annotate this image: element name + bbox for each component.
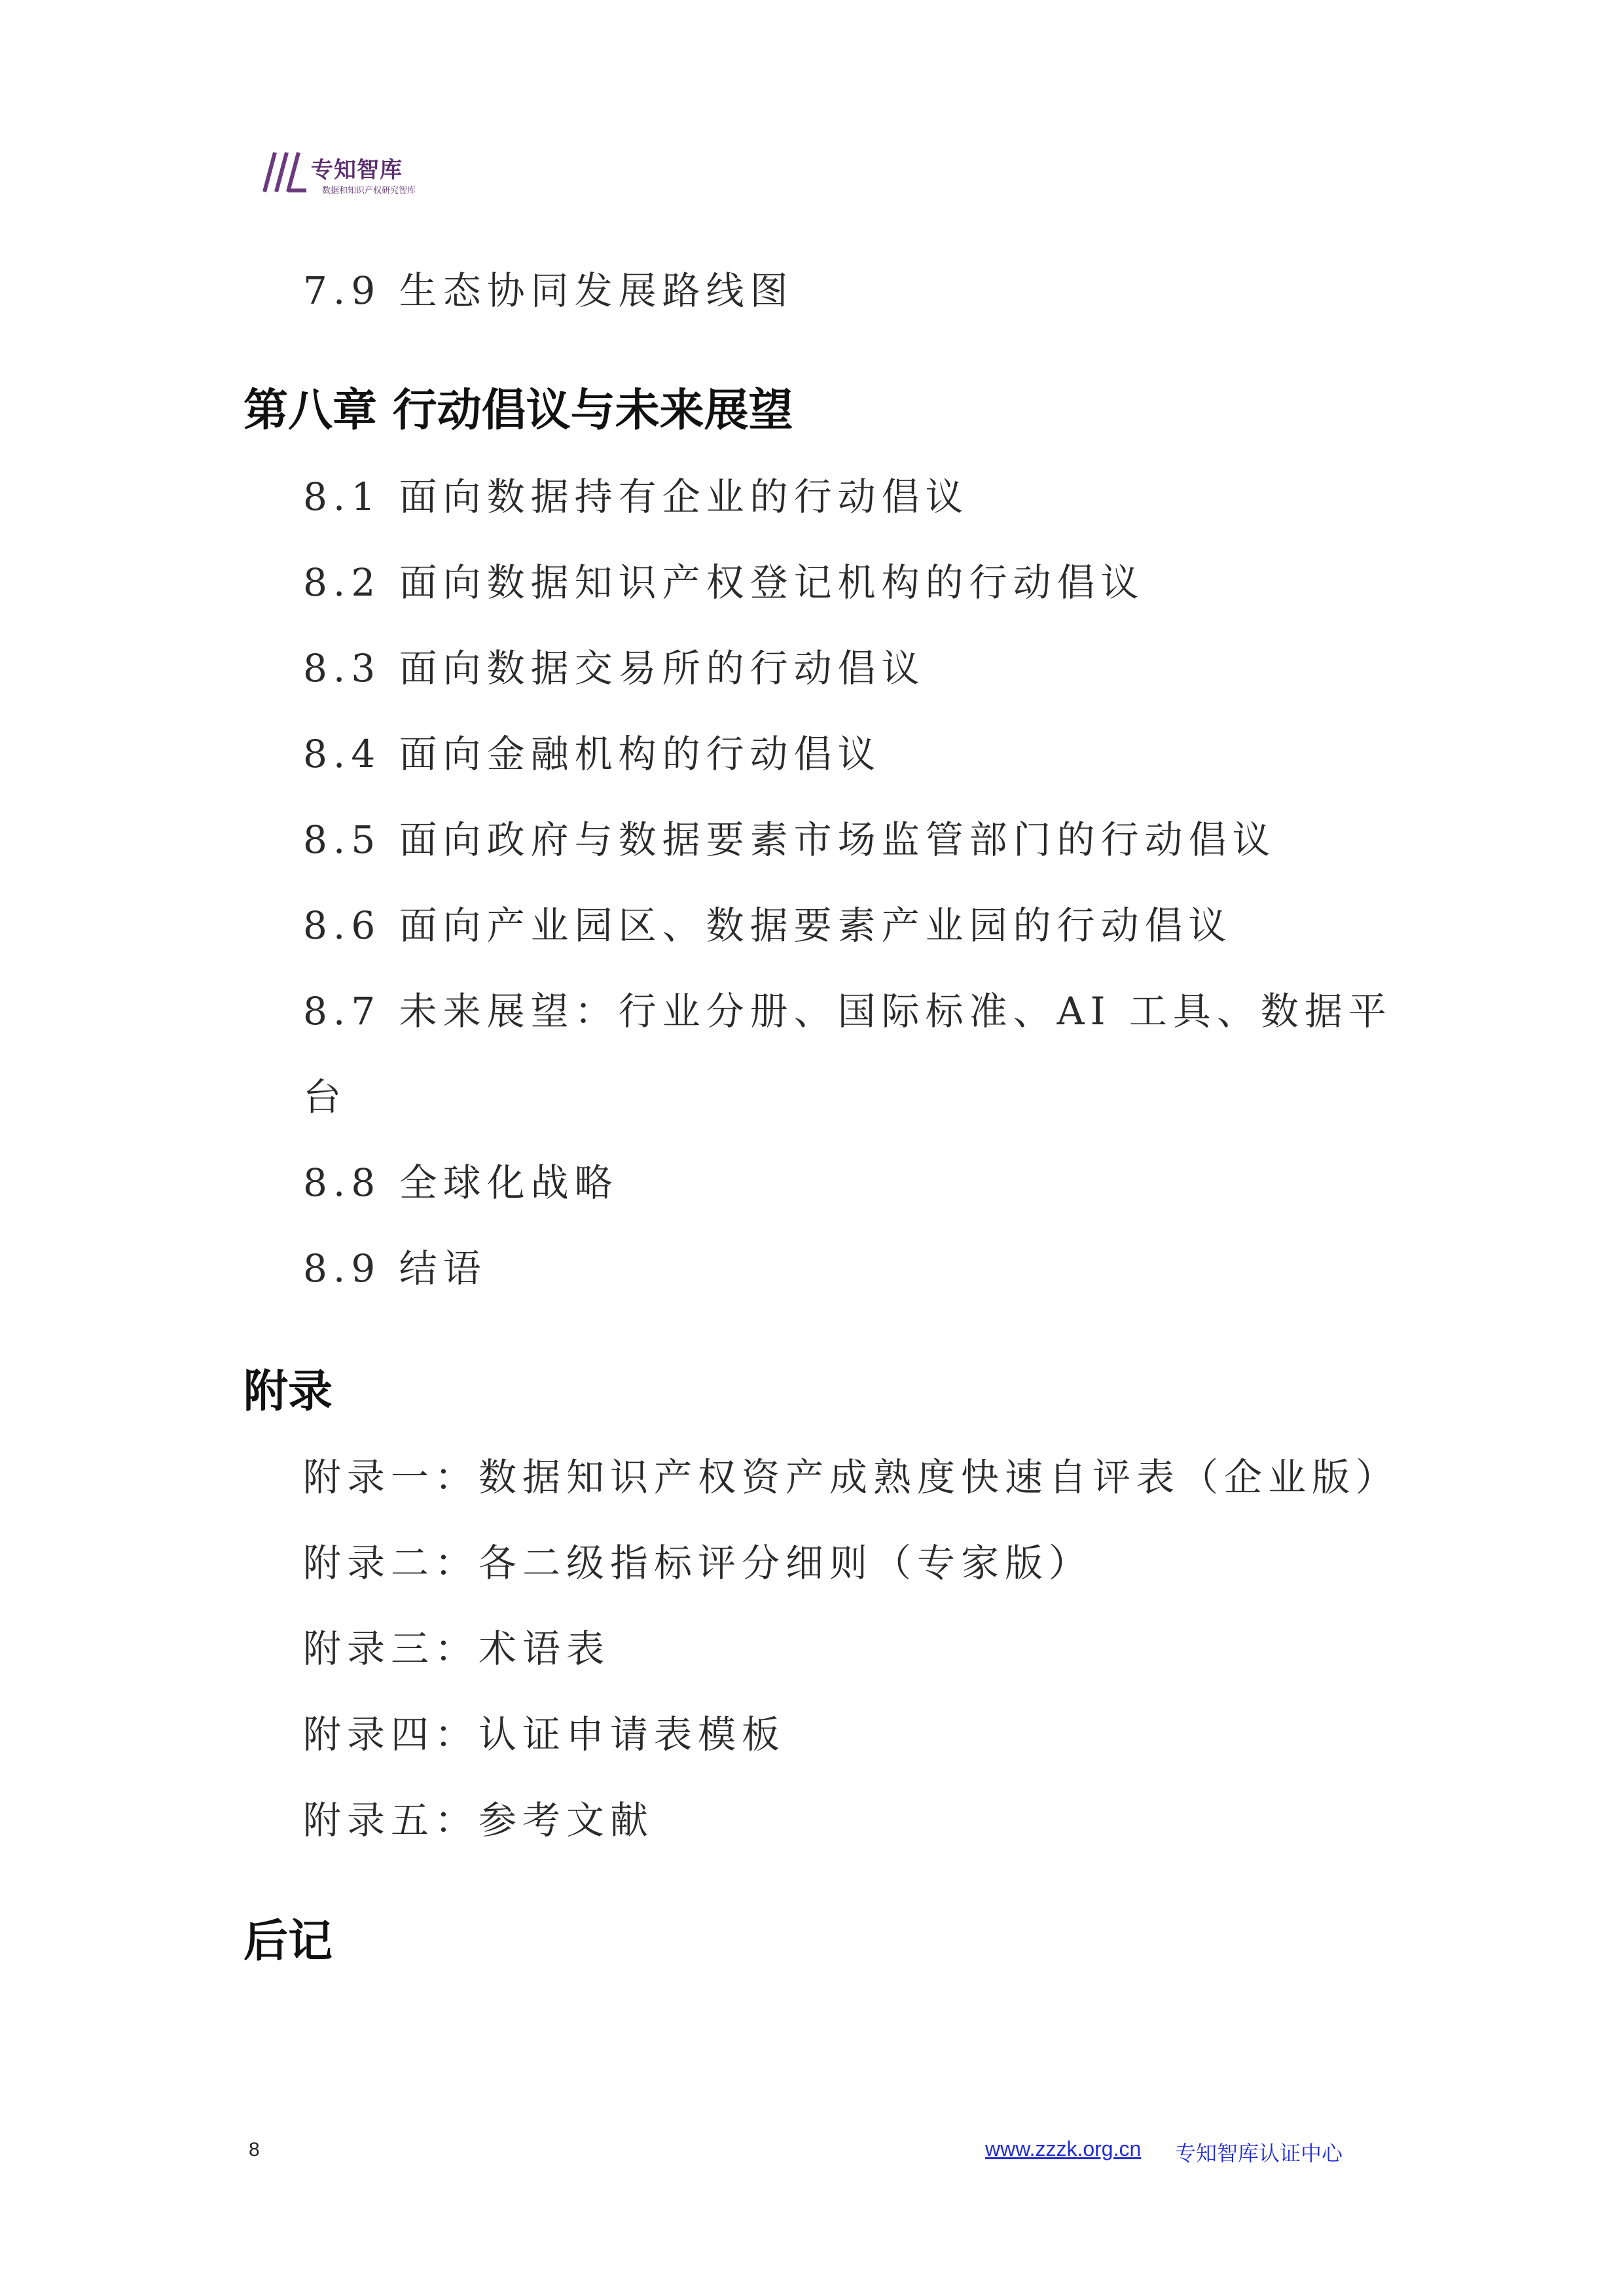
page-number: 8 (249, 2139, 260, 2161)
zzk-logo-icon (262, 149, 308, 195)
appendix-item-4: 附录四：认证申请表模板 (303, 1712, 786, 1757)
afterword-heading: 后记 (244, 1916, 333, 1967)
toc-item-8-7: 8.7 未来展望：行业分册、国际标准、AI 工具、数据平 (303, 989, 1392, 1033)
chapter-heading: 第八章 行动倡议与未来展望 (244, 385, 793, 437)
toc-item-8-6: 8.6 面向产业园区、数据要素产业园的行动倡议 (303, 903, 1233, 948)
toc-item-8-2: 8.2 面向数据知识产权登记机构的行动倡议 (303, 560, 1145, 605)
toc-item-8-8: 8.8 全球化战略 (303, 1160, 619, 1205)
logo (262, 149, 471, 202)
toc-item-8-9: 8.9 结语 (303, 1246, 487, 1291)
appendix-item-2: 附录二：各二级指标评分细则（专家版） (303, 1541, 1093, 1585)
website-link[interactable]: www.zzzk.org.cn (985, 2137, 1142, 2161)
toc-item-8-4: 8.4 面向金融机构的行动倡议 (303, 732, 882, 776)
appendix-item-3: 附录三：术语表 (303, 1626, 611, 1671)
toc-item-8-7-continued: 台 (303, 1075, 348, 1119)
toc-item-7-9: 7.9 生态协同发展路线图 (303, 268, 794, 313)
footer-center-name: 专知智库认证中心 (1175, 2141, 1343, 2166)
toc-item-8-5: 8.5 面向政府与数据要素市场监管部门的行动倡议 (303, 817, 1276, 862)
appendix-item-1: 附录一：数据知识产权资产成熟度快速自评表（企业版） (303, 1455, 1400, 1499)
toc-item-8-3: 8.3 面向数据交易所的行动倡议 (303, 646, 926, 691)
appendix-item-5: 附录五：参考文献 (303, 1798, 655, 1842)
toc-item-8-1: 8.1 面向数据持有企业的行动倡议 (303, 475, 969, 519)
appendix-heading: 附录 (244, 1366, 333, 1418)
logo-name: 专知智库 (311, 157, 403, 183)
logo-subtitle: 数据和知识产权研究智库 (322, 186, 416, 196)
